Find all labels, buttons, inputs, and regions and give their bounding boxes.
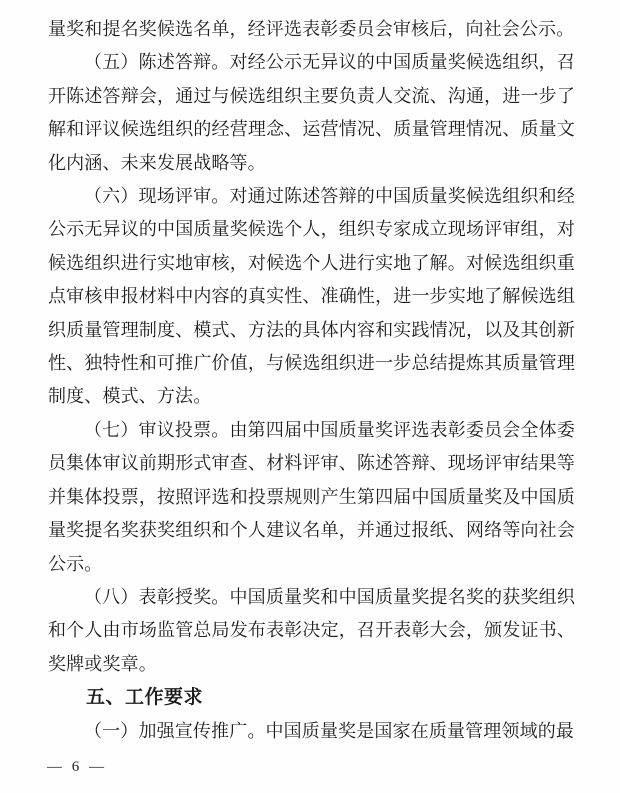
document-body — [48, 13, 575, 748]
page-number: — 6 — — [47, 759, 107, 775]
paragraph-item-8-biaozhang-shoujiang: （八）表彰授奖。中国质量奖和中国质量奖提名奖的获奖组织和个人由市场监管总局发布表彰决定，召开表彰大会，颁发证书、奖牌或奖章。 — [48, 586, 575, 674]
paragraph-item-7-shenyi-toupiao: （七）审议投票。由第四届中国质量奖评选表彰委员会全体委员集体审议前期形式审查、材料评审、陈述答辩、现场评审结果等并集体投票，按照评选和投票规则产生第四届中国质量奖及中国质量奖提名奖获奖组织和个人建议名单，并通过报纸、网络等向社会公示。 — [48, 419, 575, 574]
paragraph-item-1-xuanchuan-tuiguang: （一）加强宣传推广。中国质量奖是国家在质量管理领域的最 — [84, 720, 575, 741]
paragraph-continuation: 量奖和提名奖候选名单，经评选表彰委员会审核后，向社会公示。 — [48, 19, 575, 39]
paragraph-item-6-xianchang-pingshen: （六）现场评审。对通过陈述答辩的中国质量奖候选组织和经公示无异议的中国质量奖候选个人，组织专家成立现场评审组，对候选组织进行实地审核，对候选个人进行实地了解。对候选组织重点审核申报材料中内容的真实性、准确性，进一步实地了解候选组织质量管理制度、模式、方法的具体内容和实践情况，以及其创新性、独特性和可推广价值，与候选组织进一步总结提炼其质量管理制度、模式、方法。 — [48, 186, 575, 407]
section-heading-work-requirements: 五、工作要求 — [86, 687, 204, 709]
paragraph-item-5-chenshu-dabian: （五）陈述答辩。对经公示无异议的中国质量奖候选组织，召开陈述答辩会，通过与候选组织主要负责人交流、沟通，进一步了解和评议候选组织的经营理念、运营情况、质量管理情况、质量文化内涵、未来发展战略等。 — [48, 52, 575, 173]
